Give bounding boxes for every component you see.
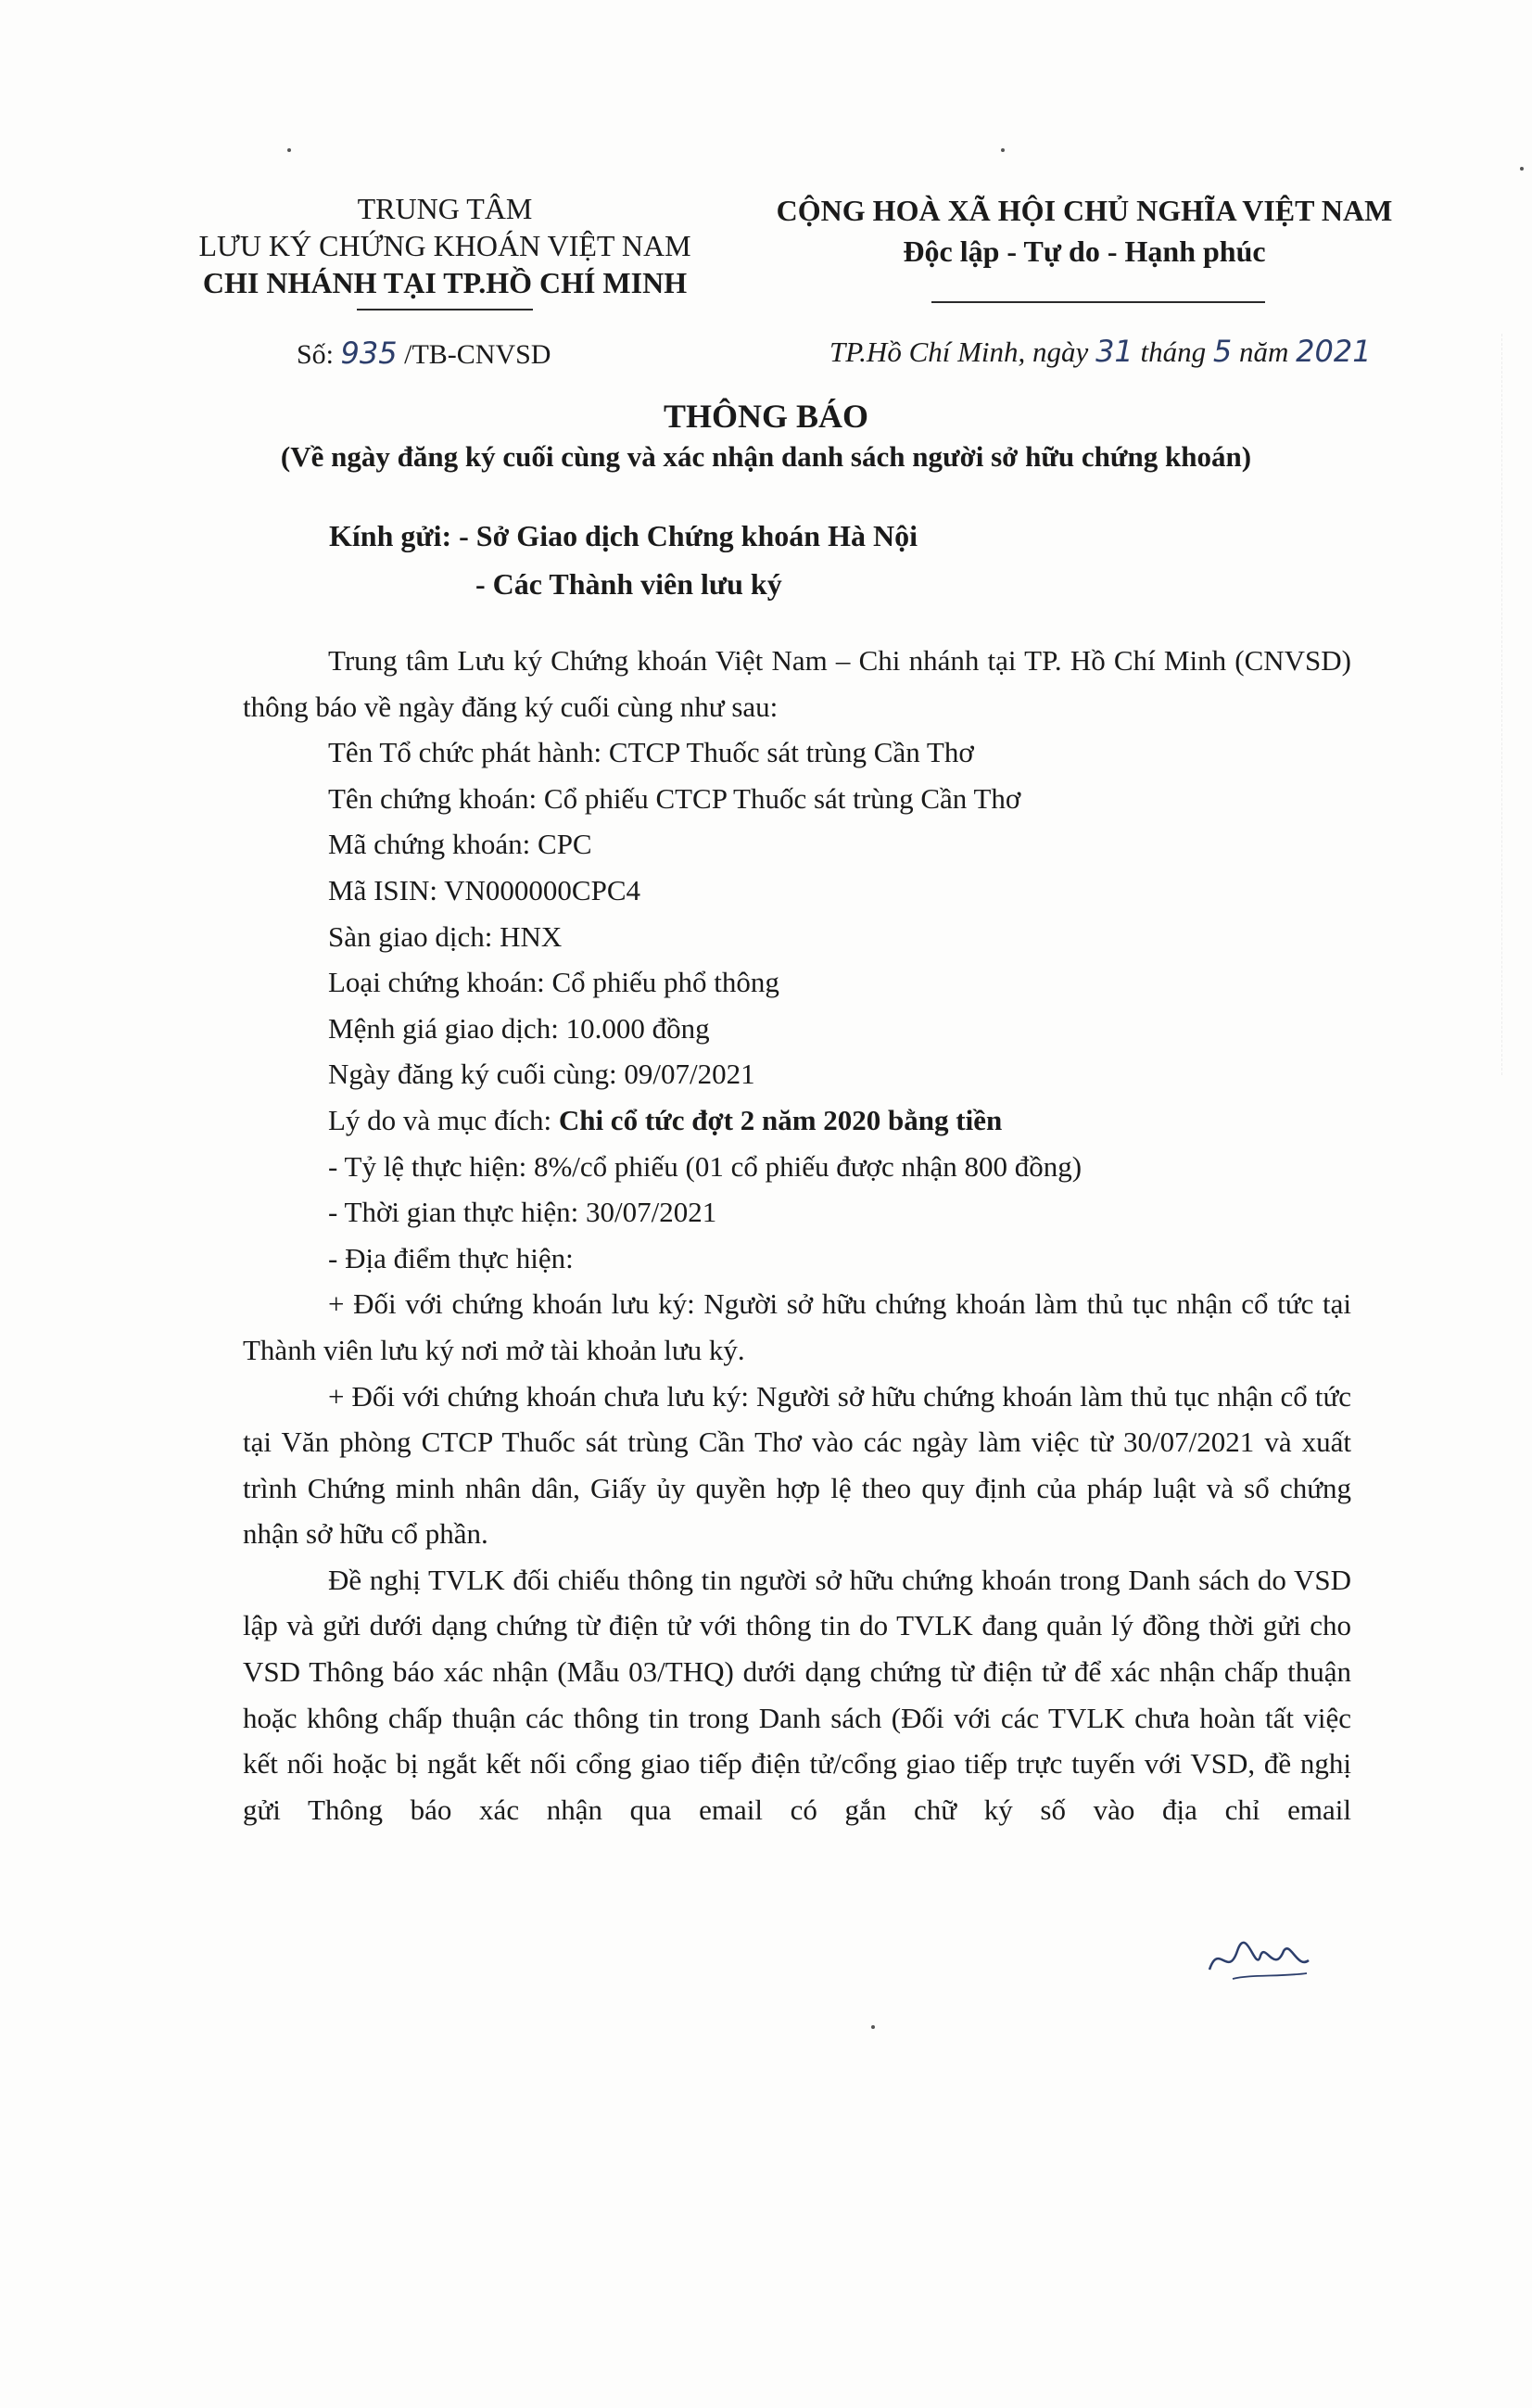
purpose-row: Lý do và mục đích: Chi cổ tức đợt 2 năm 2020 bằng tiền [328,1103,1003,1136]
scan-speck [871,2025,875,2029]
motto-underline [931,301,1265,303]
par-value-row: Mệnh giá giao dịch: 10.000 đồng [328,1011,710,1045]
date-month-label: tháng [1140,336,1207,368]
document-body [243,638,1351,1832]
document-title: THÔNG BÁO [663,398,869,435]
issuer-header [176,190,714,301]
document-subtitle: (Về ngày đăng ký cuối cùng và xác nhận danh sách người sở hữu chứng khoán) [280,440,1252,473]
deposited-paragraph: + Đối với chứng khoán lưu ký: Người sở hữu chứng khoán làm thủ tục nhận cổ tức tại Thành viên lưu ký nơi mở tài khoản lưu ký. [243,1287,1351,1366]
date-line [829,334,1372,369]
record-date-row: Ngày đăng ký cuối cùng: 09/07/2021 [328,1058,755,1091]
republic-name: CỘNG HOÀ XÃ HỘI CHỦ NGHĨA VIỆT NAM [776,194,1393,227]
scan-speck [1001,148,1005,152]
payment-date-row: - Thời gian thực hiện: 30/07/2021 [328,1196,717,1229]
undeposited-paragraph: + Đối với chứng khoán chưa lưu ký: Người sở hữu chứng khoán làm thủ tục nhận cổ tức tại Văn phòng CTCP Thuốc sát trùng Cần Thơ vào các ngày làm việc từ 30/07/2021 và xuất trình Chứng minh nhân dân, Giấy ủy quyền hợp lệ theo quy định của pháp luật và sổ chứng nhận sở hữu cổ phần. [243,1379,1351,1551]
recipients [329,512,918,608]
number-prefix: Số: [297,339,335,370]
issuer-underline [357,309,533,311]
intro-paragraph: Trung tâm Lưu ký Chứng khoán Việt Nam – Chi nhánh tại TP. Hồ Chí Minh (CNVSD) thông báo về ngày đăng ký cuối cùng như sau: [243,644,1351,723]
location-row: - Địa điểm thực hiện: [328,1241,574,1274]
issuer-line-1: TRUNG TÂM [357,192,533,225]
date-month: 5 [1212,334,1233,369]
scan-speck [287,148,291,152]
date-place: TP.Hồ Chí Minh, ngày [829,336,1089,368]
exchange-row: Sàn giao dịch: HNX [328,919,563,953]
national-motto [760,190,1409,272]
motto: Độc lập - Tự do - Hạnh phúc [903,234,1266,268]
date-year: 2021 [1296,334,1372,369]
number-suffix: /TB-CNVSD [404,339,551,370]
issuer-name-row: Tên Tổ chức phát hành: CTCP Thuốc sát trùng Cần Thơ [328,736,974,769]
date-year-label: năm [1239,336,1289,368]
scan-speck [1520,167,1524,171]
document-number [297,336,551,371]
ratio-row: - Tỷ lệ thực hiện: 8%/cổ phiếu (01 cổ phiếu được nhận 800 đồng) [328,1149,1083,1183]
isin-row: Mã ISIN: VN000000CPC4 [328,873,641,906]
recipient-line-1: Kính gửi: - Sở Giao dịch Chứng khoán Hà Nội [329,519,918,552]
initials-signature [1205,1933,1316,1988]
security-type-row: Loại chứng khoán: Cổ phiếu phổ thông [328,966,779,999]
date-day: 31 [1095,334,1133,369]
issuer-line-2: LƯU KÝ CHỨNG KHOÁN VIỆT NAM [198,229,691,262]
issuer-line-3: CHI NHÁNH TẠI TP.HỒ CHÍ MINH [202,266,688,299]
security-name-row: Tên chứng khoán: Cổ phiếu CTCP Thuốc sát trùng Cần Thơ [328,781,1021,815]
security-code-row: Mã chứng khoán: CPC [328,828,592,861]
request-paragraph: Đề nghị TVLK đối chiếu thông tin người sở hữu chứng khoán trong Danh sách do VSD lập và gửi dưới dạng chứng từ điện tử với thông tin do TVLK đang quản lý đồng thời gửi cho VSD Thông báo xác nhận (Mẫu 03/THQ) dưới dạng chứng từ điện tử để xác nhận chấp thuận hoặc không chấp thuận các thông tin trong Danh sách (Đối với các TVLK chưa hoàn tất việc kết nối hoặc bị ngắt kết nối cổng giao tiếp điện tử/cổng giao tiếp trực tuyến với VSD, đề nghị gửi Thông báo xác nhận qua email có gắn chữ ký số vào địa chỉ email [243,1563,1351,1826]
recipient-line-2: - Các Thành viên lưu ký [475,567,782,601]
handwritten-number: 935 [340,336,398,371]
